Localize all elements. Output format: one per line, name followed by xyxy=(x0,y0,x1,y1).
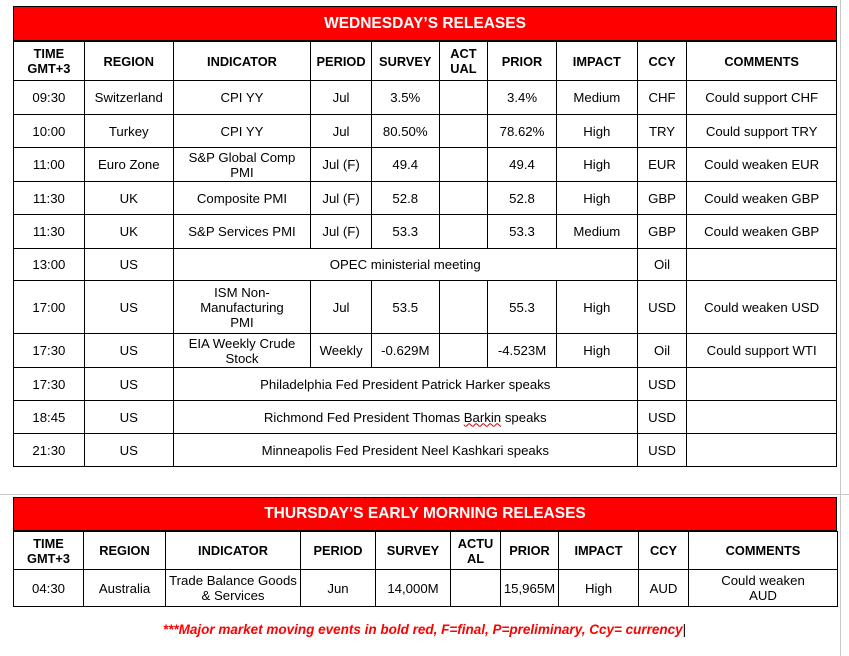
indicator-cell: S&P Services PMI xyxy=(173,215,311,249)
region-cell: US xyxy=(84,334,173,368)
actual-cell xyxy=(439,182,488,215)
period-cell: Jul xyxy=(311,115,372,148)
ccy-cell: USD xyxy=(637,368,687,401)
page-margin-line xyxy=(840,0,841,656)
time-cell: 11:30 xyxy=(14,182,85,215)
time-cell: 04:30 xyxy=(14,570,84,607)
ccy-cell: Oil xyxy=(637,249,687,281)
ccy-cell: EUR xyxy=(637,148,687,182)
header-region: REGION xyxy=(84,532,166,570)
impact-cell: High xyxy=(556,182,637,215)
impact-cell: Medium xyxy=(556,215,637,249)
prior-cell: 3.4% xyxy=(488,81,557,115)
actual-cell xyxy=(439,215,488,249)
comments-cell xyxy=(687,249,837,281)
actual-cell xyxy=(439,334,488,368)
prior-cell: 15,965M xyxy=(501,570,559,607)
prior-cell: 53.3 xyxy=(488,215,557,249)
region-cell: UK xyxy=(84,182,173,215)
impact-cell: Medium xyxy=(556,81,637,115)
thursday-releases-table xyxy=(13,531,838,607)
actual-cell xyxy=(439,115,488,148)
region-cell: US xyxy=(84,368,173,401)
event-cell: OPEC ministerial meeting xyxy=(173,249,637,281)
actual-cell xyxy=(439,81,488,115)
impact-cell: High xyxy=(559,570,639,607)
table-row xyxy=(14,115,837,148)
time-cell: 17:30 xyxy=(14,334,85,368)
time-cell: 10:00 xyxy=(14,115,85,148)
header-time: TIME GMT+3 xyxy=(14,532,84,570)
ccy-cell: Oil xyxy=(637,334,687,368)
indicator-cell: S&P Global Comp PMI xyxy=(173,148,311,182)
header-survey: SURVEY xyxy=(371,42,439,81)
wednesday-title: WEDNESDAY’S RELEASES xyxy=(324,14,526,32)
table-row xyxy=(14,434,837,467)
comments-cell: Could weaken EUR xyxy=(687,148,837,182)
region-cell: Euro Zone xyxy=(84,148,173,182)
time-cell: 21:30 xyxy=(14,434,85,467)
header-actual: ACTU AL xyxy=(451,532,501,570)
prior-cell: -4.523M xyxy=(488,334,557,368)
time-cell: 17:30 xyxy=(14,368,85,401)
prior-cell: 78.62% xyxy=(488,115,557,148)
period-cell: Jul (F) xyxy=(311,182,372,215)
time-cell: 18:45 xyxy=(14,401,85,434)
header-prior: PRIOR xyxy=(488,42,557,81)
header-prior: PRIOR xyxy=(501,532,559,570)
table-row xyxy=(14,81,837,115)
event-cell: Philadelphia Fed President Patrick Harker speaks xyxy=(173,368,637,401)
footnote xyxy=(0,622,849,637)
actual-cell xyxy=(439,148,488,182)
time-cell: 09:30 xyxy=(14,81,85,115)
region-cell: US xyxy=(84,281,173,334)
header-indicator: INDICATOR xyxy=(173,42,311,81)
footnote-text: ***Major market moving events in bold red, F=final, P=preliminary, Ccy= currency xyxy=(162,622,683,637)
comments-cell xyxy=(687,401,837,434)
period-cell: Jul xyxy=(311,281,372,334)
impact-cell: High xyxy=(556,281,637,334)
header-impact: IMPACT xyxy=(559,532,639,570)
indicator-cell: CPI YY xyxy=(173,115,311,148)
thursday-title: THURSDAY’S EARLY MORNING RELEASES xyxy=(264,505,586,522)
actual-cell xyxy=(451,570,501,607)
region-cell: Switzerland xyxy=(84,81,173,115)
wednesday-title-banner xyxy=(13,6,837,41)
header-period: PERIOD xyxy=(311,42,372,81)
event-cell: Minneapolis Fed President Neel Kashkari speaks xyxy=(173,434,637,467)
comments-cell xyxy=(687,368,837,401)
survey-cell: 14,000M xyxy=(376,570,451,607)
period-cell: Jul xyxy=(311,81,372,115)
region-cell: UK xyxy=(84,215,173,249)
time-cell: 11:00 xyxy=(14,148,85,182)
thursday-header-row xyxy=(14,532,838,570)
wednesday-releases-table xyxy=(13,41,837,467)
comments-cell: Could weaken USD xyxy=(687,281,837,334)
header-ccy: CCY xyxy=(639,532,689,570)
region-cell: Australia xyxy=(84,570,166,607)
region-cell: US xyxy=(84,249,173,281)
survey-cell: 53.5 xyxy=(371,281,439,334)
survey-cell: 80.50% xyxy=(371,115,439,148)
region-cell: Turkey xyxy=(84,115,173,148)
period-cell: Jul (F) xyxy=(311,148,372,182)
region-cell: US xyxy=(84,401,173,434)
header-comments: COMMENTS xyxy=(687,42,837,81)
survey-cell: -0.629M xyxy=(371,334,439,368)
impact-cell: High xyxy=(556,334,637,368)
header-survey: SURVEY xyxy=(376,532,451,570)
time-cell: 11:30 xyxy=(14,215,85,249)
thursday-title-banner xyxy=(13,497,837,531)
event-text-part: speaks xyxy=(501,409,547,425)
event-cell xyxy=(173,401,637,434)
page-margin-line xyxy=(0,494,849,495)
header-actual: ACT UAL xyxy=(439,42,488,81)
indicator-cell: EIA Weekly Crude Stock xyxy=(173,334,311,368)
event-text-part: Richmond Fed President Thomas xyxy=(263,409,464,425)
survey-cell: 49.4 xyxy=(371,148,439,182)
table-row xyxy=(14,215,837,249)
comments-cell: Could support TRY xyxy=(687,115,837,148)
header-comments: COMMENTS xyxy=(689,532,838,570)
prior-cell: 49.4 xyxy=(488,148,557,182)
prior-cell: 52.8 xyxy=(488,182,557,215)
ccy-cell: GBP xyxy=(637,182,687,215)
ccy-cell: USD xyxy=(637,401,687,434)
header-region: REGION xyxy=(84,42,173,81)
text-cursor: | xyxy=(682,622,687,637)
ccy-cell: USD xyxy=(637,434,687,467)
header-time: TIME GMT+3 xyxy=(14,42,85,81)
ccy-cell: GBP xyxy=(637,215,687,249)
indicator-cell: Composite PMI xyxy=(173,182,311,215)
indicator-cell: CPI YY xyxy=(173,81,311,115)
period-cell: Jul (F) xyxy=(311,215,372,249)
spellcheck-word: Barkin xyxy=(463,409,502,425)
table-row xyxy=(14,368,837,401)
prior-cell: 55.3 xyxy=(488,281,557,334)
table-row xyxy=(14,148,837,182)
header-impact: IMPACT xyxy=(556,42,637,81)
header-period: PERIOD xyxy=(301,532,376,570)
table-row xyxy=(14,281,837,334)
table-row xyxy=(14,334,837,368)
comments-cell: Could weaken AUD xyxy=(689,570,838,607)
table-row xyxy=(14,570,838,607)
comments-cell xyxy=(687,434,837,467)
table-row xyxy=(14,401,837,434)
wednesday-header-row xyxy=(14,42,837,81)
comments-cell: Could weaken GBP xyxy=(687,182,837,215)
comments-cell: Could support WTI xyxy=(687,334,837,368)
impact-cell: High xyxy=(556,148,637,182)
indicator-cell: ISM Non-Manufacturing PMI xyxy=(173,281,311,334)
table-row xyxy=(14,182,837,215)
impact-cell: High xyxy=(556,115,637,148)
time-cell: 13:00 xyxy=(14,249,85,281)
header-indicator: INDICATOR xyxy=(166,532,301,570)
comments-cell: Could support CHF xyxy=(687,81,837,115)
survey-cell: 52.8 xyxy=(371,182,439,215)
period-cell: Jun xyxy=(301,570,376,607)
ccy-cell: TRY xyxy=(637,115,687,148)
comments-cell: Could weaken GBP xyxy=(687,215,837,249)
indicator-cell: Trade Balance Goods & Services xyxy=(166,570,301,607)
header-ccy: CCY xyxy=(637,42,687,81)
period-cell: Weekly xyxy=(311,334,372,368)
actual-cell xyxy=(439,281,488,334)
ccy-cell: USD xyxy=(637,281,687,334)
survey-cell: 53.3 xyxy=(371,215,439,249)
ccy-cell: AUD xyxy=(639,570,689,607)
survey-cell: 3.5% xyxy=(371,81,439,115)
table-row xyxy=(14,249,837,281)
region-cell: US xyxy=(84,434,173,467)
ccy-cell: CHF xyxy=(637,81,687,115)
time-cell: 17:00 xyxy=(14,281,85,334)
